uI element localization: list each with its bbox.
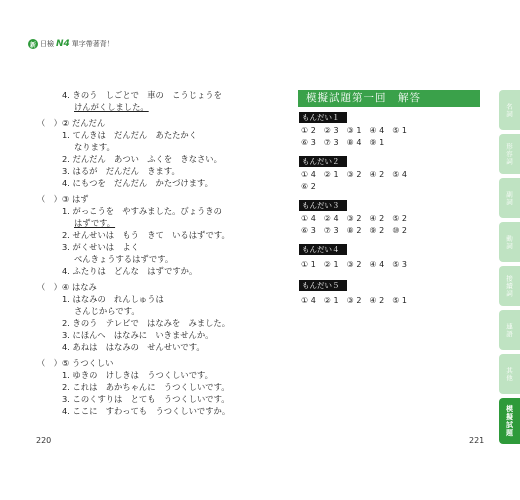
answer-row: ① 2 ② 3 ③ 1 ④ 4 ⑤ 1 bbox=[301, 126, 408, 135]
exercise-line: 1. がっこうを やすみました。びょうきの bbox=[62, 206, 222, 216]
exercise-line: 1. ゆきの けしきは うつくしいです。 bbox=[62, 370, 213, 380]
logo-series: 日檢 bbox=[40, 40, 54, 48]
exercise-line: 1. てんきは だんだん あたたかく bbox=[62, 130, 198, 140]
side-tab-adverbs[interactable]: 副詞 bbox=[499, 178, 520, 218]
answer-row: ⑥ 3 ⑦ 3 ⑧ 4 ⑨ 1 bbox=[301, 138, 385, 147]
exercise-line: 2. だんだん あつい ふくを きなさい。 bbox=[62, 154, 222, 164]
question-heading: （ ）⑤ うつくしい bbox=[37, 358, 114, 368]
exercise-line: 4. ここに すわっても うつくしいですか。 bbox=[62, 406, 231, 416]
side-tab-phrases[interactable]: 連語 bbox=[499, 310, 520, 350]
answer-row: ① 4 ② 4 ③ 2 ④ 2 ⑤ 2 bbox=[301, 214, 408, 223]
exercise-line: 4. あねは はなみの せんせいです。 bbox=[62, 342, 205, 352]
section-label: もんだい４ bbox=[299, 244, 347, 255]
logo-level: N4 bbox=[56, 39, 70, 49]
logo-subtitle: 單字帶著背！ bbox=[71, 40, 114, 48]
logo-badge: 新 bbox=[28, 39, 38, 49]
section-label: もんだい１ bbox=[299, 112, 347, 123]
exercise-line: さんじからです。 bbox=[74, 306, 140, 316]
exercise-line: はずです。 bbox=[74, 218, 116, 228]
question-heading: （ ）② だんだん bbox=[37, 118, 106, 128]
exercise-line: 1. はなみの れんしゅうは bbox=[62, 294, 164, 304]
exercise-line: 3. はるが だんだん きます。 bbox=[62, 166, 180, 176]
exercise-line: 3. がくせいは よく bbox=[62, 242, 139, 252]
exercise-line: 4. にもつを だんだん かたづけます。 bbox=[62, 178, 213, 188]
answers-title: 模擬試題第一回 解答 bbox=[298, 90, 480, 107]
question-heading: （ ）④ はなみ bbox=[37, 282, 97, 292]
exercise-line: 3. このくすりは とても うつくしいです。 bbox=[62, 394, 230, 404]
answer-row: ① 1 ② 1 ③ 2 ④ 4 ⑤ 3 bbox=[301, 260, 408, 269]
answer-row: ⑥ 2 bbox=[301, 182, 316, 191]
section-label: もんだい５ bbox=[299, 280, 347, 291]
section-label: もんだい３ bbox=[299, 200, 347, 211]
exercise-line: 4. きのう しごとで 車の こうじょうを bbox=[62, 90, 222, 100]
left-page-number: 220 bbox=[36, 436, 52, 445]
answer-row: ① 4 ② 1 ③ 2 ④ 2 ⑤ 4 bbox=[301, 170, 408, 179]
exercise-line: 2. きのう テレビで はなみを みました。 bbox=[62, 318, 231, 328]
side-tab-conjunctions[interactable]: 接續詞 bbox=[499, 266, 520, 306]
right-page-number: 221 bbox=[469, 436, 485, 445]
answer-row: ⑥ 3 ⑦ 3 ⑧ 2 ⑨ 2 ⑩ 2 bbox=[301, 226, 408, 235]
question-heading: （ ）③ はず bbox=[37, 194, 89, 204]
section-label: もんだい２ bbox=[299, 156, 347, 167]
exercise-line: 4. ふたりは どんな はずですか。 bbox=[62, 266, 198, 276]
side-tab-verbs[interactable]: 動詞 bbox=[499, 222, 520, 262]
book-logo bbox=[28, 39, 114, 49]
exercise-line: 3. にほんへ はなみに いきませんか。 bbox=[62, 330, 214, 340]
exercise-line: べんきょうするはずです。 bbox=[74, 254, 174, 264]
exercise-line: 2. これは あかちゃんに うつくしいです。 bbox=[62, 382, 230, 392]
exercise-line: けんがくしました。 bbox=[74, 102, 149, 112]
side-tab-adjectives[interactable]: 形容詞 bbox=[499, 134, 520, 174]
side-tab-nouns[interactable]: 名詞 bbox=[499, 90, 520, 130]
exercise-line: 2. せんせいは もう きて いるはずです。 bbox=[62, 230, 230, 240]
side-tab-mock-exam[interactable]: 模擬試題 bbox=[499, 398, 520, 444]
exercise-line: なります。 bbox=[74, 142, 115, 152]
side-tab-other[interactable]: 其他 bbox=[499, 354, 520, 394]
answer-row: ① 4 ② 1 ③ 2 ④ 2 ⑤ 1 bbox=[301, 296, 408, 305]
